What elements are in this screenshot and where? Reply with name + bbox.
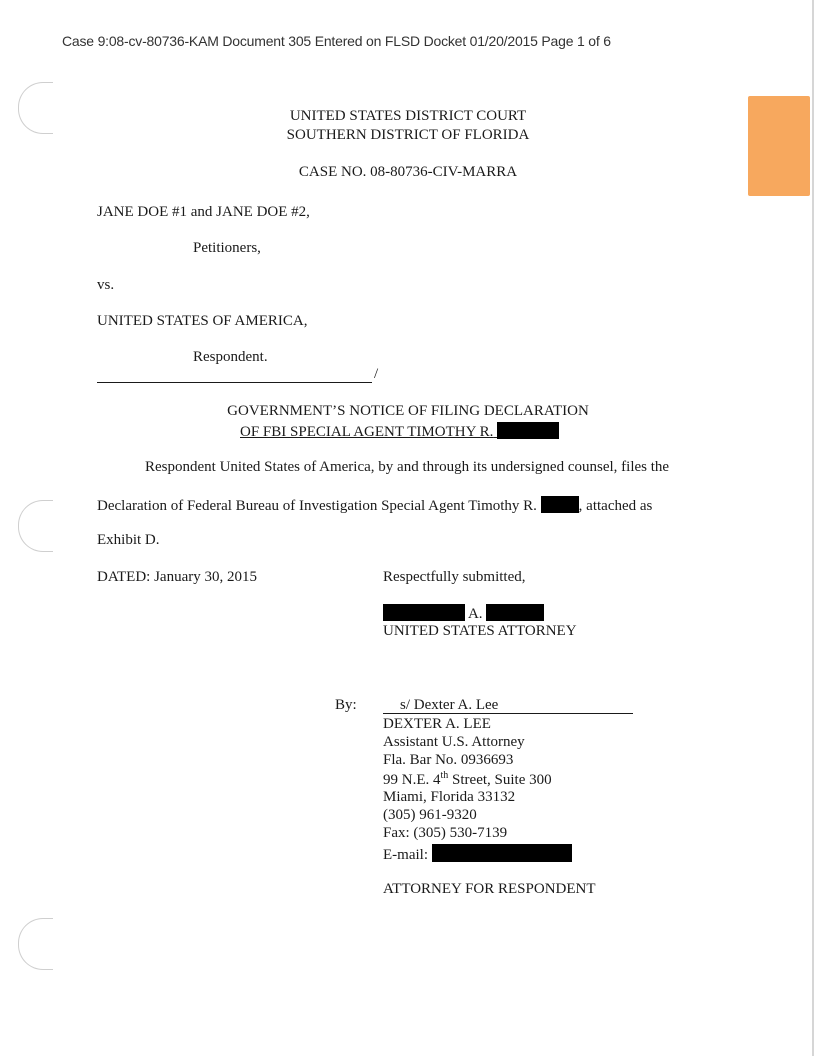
respondent-label: Respondent. <box>193 349 268 365</box>
page-edge-shadow <box>812 0 814 1056</box>
street-name: Street, Suite 300 <box>448 772 552 788</box>
body-line-2 <box>97 496 652 515</box>
redaction-block <box>541 496 579 513</box>
email-label: E-mail: <box>383 847 428 863</box>
attorney-title: Assistant U.S. Attorney <box>383 734 525 750</box>
redaction-block <box>497 422 559 439</box>
notice-title-line1: GOVERNMENT’S NOTICE OF FILING DECLARATION <box>227 403 589 419</box>
signature-line <box>383 713 633 714</box>
case-number: CASE NO. 08-80736-CIV-MARRA <box>298 164 518 180</box>
email-line <box>383 844 572 864</box>
petitioners-label: Petitioners, <box>193 240 261 256</box>
city-state-zip: Miami, Florida 33132 <box>383 789 516 805</box>
body-line-1: Respondent United States of America, by and through its undersigned counsel, files the <box>145 459 670 475</box>
body-line-3: Exhibit D. <box>97 532 160 548</box>
docket-header: Case 9:08-cv-80736-KAM Document 305 Entered on FLSD Docket 01/20/2015 Page 1 of 6 <box>62 33 611 49</box>
phone-number: (305) 961-9320 <box>383 807 477 823</box>
dated-line: DATED: January 30, 2015 <box>97 569 257 585</box>
us-attorney-initial: A. <box>467 606 483 622</box>
versus-label: vs. <box>97 277 115 293</box>
notice-title-line2 <box>240 422 559 441</box>
street-number: 99 N.E. 4 <box>383 772 441 788</box>
redaction-block <box>383 604 465 621</box>
street-ordinal: th <box>440 770 449 781</box>
caption-underline <box>97 382 372 383</box>
redaction-block <box>486 604 544 621</box>
fax-number: Fax: (305) 530-7139 <box>383 825 508 841</box>
punch-hole-middle <box>18 500 53 552</box>
respectfully-submitted: Respectfully submitted, <box>383 569 526 585</box>
body-line-2-start: Declaration of Federal Bureau of Investigation Special Agent Timothy R. <box>97 498 537 514</box>
redaction-block <box>432 844 572 862</box>
us-attorney-name <box>383 604 544 623</box>
notice-title-text: OF FBI SPECIAL AGENT TIMOTHY R. <box>240 424 494 440</box>
body-line-2-end: , attached as <box>578 498 653 514</box>
attorney-name: DEXTER A. LEE <box>383 716 491 732</box>
by-label: By: <box>335 697 357 713</box>
electronic-signature: s/ Dexter A. Lee <box>400 697 499 713</box>
attorney-role: ATTORNEY FOR RESPONDENT <box>383 881 596 897</box>
respondent-name: UNITED STATES OF AMERICA, <box>97 313 308 329</box>
us-attorney-title: UNITED STATES ATTORNEY <box>383 623 577 639</box>
petitioners-names: JANE DOE #1 and JANE DOE #2, <box>97 204 310 220</box>
court-district: SOUTHERN DISTRICT OF FLORIDA <box>286 127 530 143</box>
bar-number: Fla. Bar No. 0936693 <box>383 752 514 768</box>
punch-hole-bottom <box>18 918 53 970</box>
street-address <box>383 770 552 789</box>
court-name: UNITED STATES DISTRICT COURT <box>289 108 527 124</box>
caption-slash: / <box>374 366 379 382</box>
